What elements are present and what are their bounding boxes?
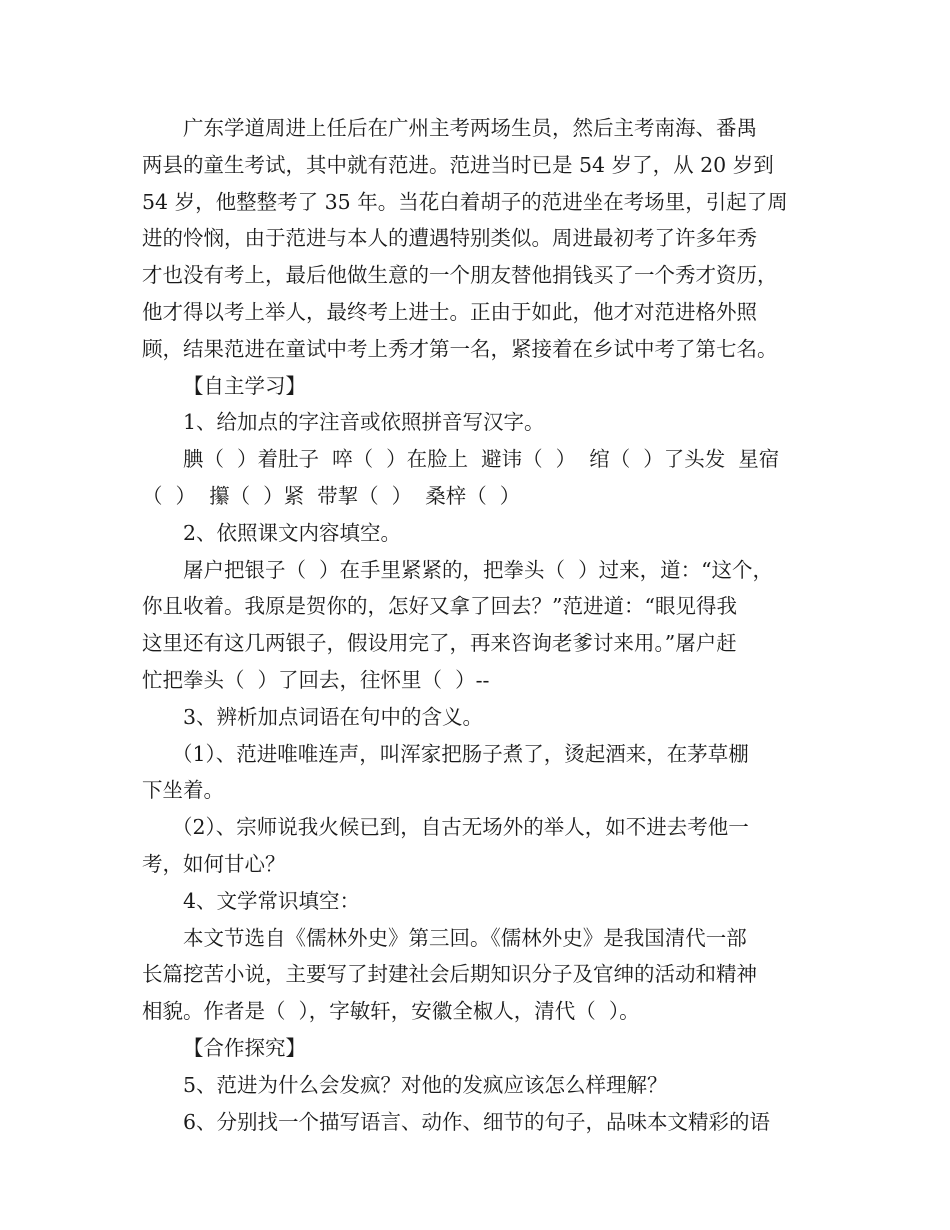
question-4-line: 长篇挖苦小说，主要写了封建社会后期知识分子及官绅的活动和精神 [142,962,757,987]
paragraph-line: 顾，结果范进在童试中考上秀才第一名，紧接着在乡试中考了第七名。 [142,336,778,361]
background-paragraph [142,110,822,368]
question-6: 6、分别找一个描写语言、动作、细节的句子，品味本文精彩的语 [183,1109,771,1134]
question-1 [142,404,822,514]
paragraph-line: 54 岁，他整整考了 35 年。当花白着胡子的范进坐在考场里，引起了周 [142,189,788,214]
question-2-line: 屠户把银子（ ）在手里紧紧的，把拳头（ ）过来，道：“这个， [183,557,774,582]
question-3 [142,699,822,883]
question-3-item-1-cont: 下坐着。 [142,778,224,803]
question-4-line: 相貌。作者是（ ），字敏轩，安徽全椒人，清代（ ）。 [142,999,640,1024]
question-4-title: 4、文学常识填空： [183,888,361,913]
question-5: 5、范进为什么会发疯？对他的发疯应该怎么样理解？ [183,1072,668,1097]
question-2-line: 你且收着。我原是贺你的，怎好又拿了回去？”范进道：“眼见得我 [142,594,737,619]
question-1-line: （ ） 攥（ ）紧 带挈（ ） 桑梓（ ） [142,483,521,508]
paragraph-line: 两县的童生考试，其中就有范进。范进当时已是 54 岁了，从 20 岁到 [142,152,774,177]
paragraph-line: 进的怜悯，由于范进与本人的遭遇特别类似。周进最初考了许多年秀 [142,226,757,251]
question-2 [142,515,822,699]
question-3-title: 3、辨析加点词语在句中的含义。 [183,704,484,729]
cooperation-heading: 【合作探究】 [183,1035,306,1060]
self-study-heading: 【自主学习】 [183,373,306,398]
paragraph-line: 才也没有考上，最后他做生意的一个朋友替他捐钱买了一个秀才资历， [142,263,778,288]
question-1-line: 腆（ ）着肚子 啐（ ）在脸上 避讳（ ） 绾（ ）了头发 星宿 [183,447,780,472]
paragraph-line: 他才得以考上举人，最终考上进士。正由于如此，他才对范进格外照 [142,299,757,324]
question-1-title: 1、给加点的字注音或依照拼音写汉字。 [183,410,545,435]
question-2-line: 忙把拳头（ ）了回去，往怀里（ ）-- [142,667,490,692]
document-page [142,110,822,1140]
question-2-line: 这里还有这几两银子，假设用完了，再来咨询老爹讨来用。”屠户赶 [142,631,737,656]
question-4 [142,883,822,1030]
question-3-item-2: （2）、宗师说我火候已到，自古无场外的举人，如不进去考他一 [172,815,749,840]
question-2-title: 2、依照课文内容填空。 [183,520,402,545]
question-3-item-2-cont: 考，如何甘心？ [142,851,286,876]
paragraph-line: 广东学道周进上任后在广州主考两场生员，然后主考南海、番禺 [183,116,757,140]
question-4-line: 本文节选自《儒林外史》第三回。《儒林外史》是我国清代一部 [183,925,747,950]
question-3-item-1: （1）、范进唯唯连声，叫浑家把肠子煮了，烫起酒来，在茅草棚 [172,741,749,766]
